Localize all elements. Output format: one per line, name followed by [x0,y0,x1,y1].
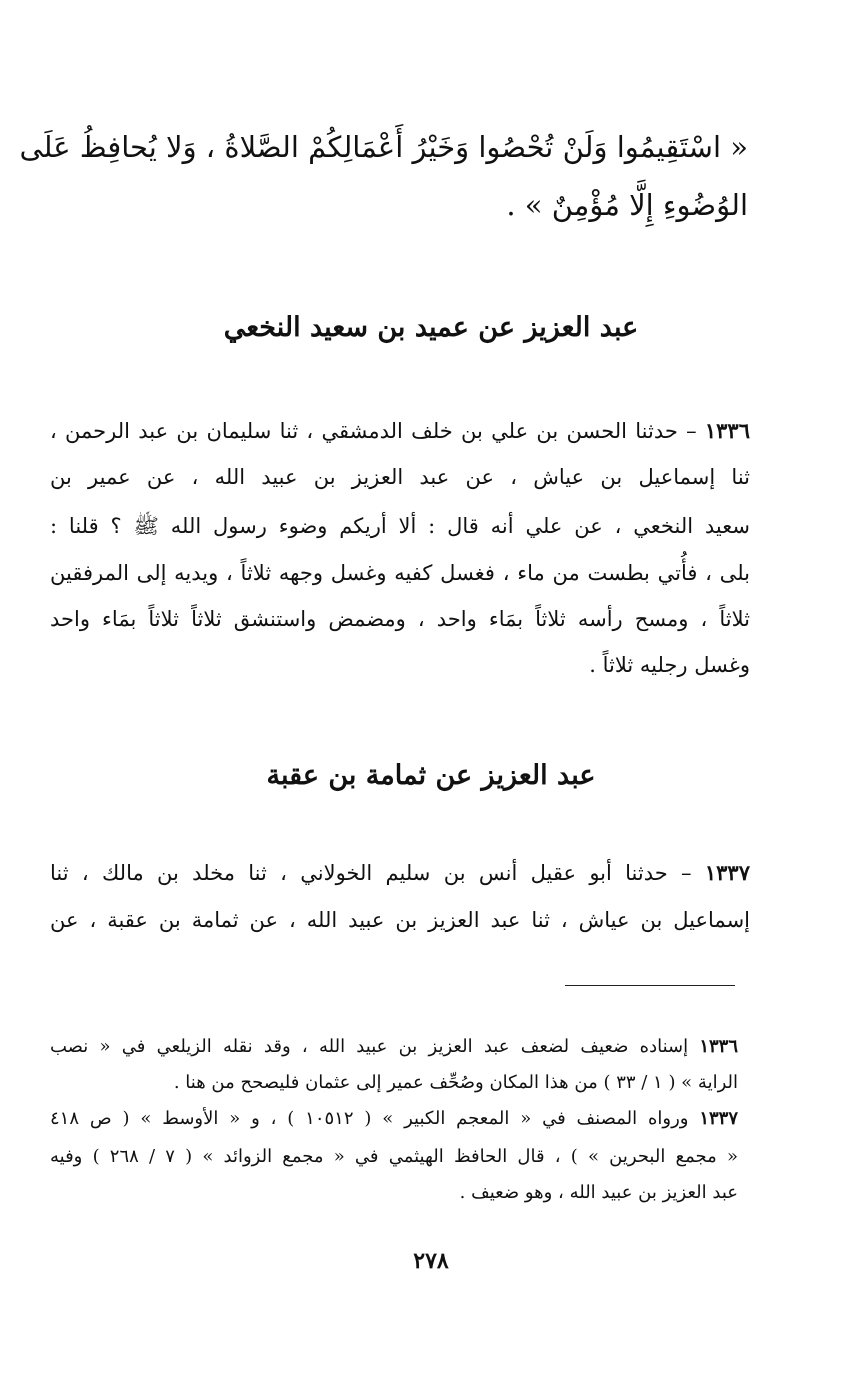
section-heading-2: عبد العزيز عن ثمامة بن عقبة [266,760,596,791]
footnote-separator [565,985,735,986]
section-heading-1: عبد العزيز عن عميد بن سعيد النخعي [223,312,639,343]
hadith-1336-line-2: ثنا إسماعيل بن عياش ، عن عبد العزيز بن عبيد الله ، عن عمير بن [50,465,750,489]
footnote-1337-line-1 [50,1108,738,1129]
quote-line-2: الوُضُوءِ إِلَّا مُؤْمِنٌ » . [506,188,748,222]
footnote-text: ورواه المصنف في « المعجم الكبير » ( ١٠٥١٢ ) ، و « الأوسط » ( ص ٤١٨ [50,1108,700,1129]
hadith-1336-line-5: ثلاثاً ، ومسح رأسه ثلاثاً بمَاء واحد ، ومضمض واستنشق ثلاثاً ثلاثاً بمَاء واحد [50,607,750,631]
hadith-number: ١٣٣٧ [704,860,750,885]
footnote-1337-line-3: عبد العزيز بن عبيد الله ، وهو ضعيف . [459,1182,738,1203]
footnote-number: ١٣٣٦ [699,1036,738,1057]
hadith-1337-line-1 [50,860,750,885]
footnote-1336-line-2: الراية » ( ١ / ٣٣ ) من هذا المكان وصُحِّف عمير إلى عثمان فليصحح من هنا . [173,1072,738,1093]
footnote-1337-line-2: « مجمع البحرين » ) ، قال الحافظ الهيثمي في « مجمع الزوائد » ( ٧ / ٢٦٨ ) وفيه [50,1146,738,1167]
quote-line-1: « اسْتَقِيمُوا وَلَنْ تُحْصُوا وَخَيْرُ أَعْمَالِكُمْ الصَّلاةُ ، وَلا يُحافِظُ عَلَى [19,130,748,164]
hadith-text: – حدثنا الحسن بن علي بن خلف الدمشقي ، ثنا سليمان بن عبد الرحمن ، [50,419,705,443]
footnote-text: إسناده ضعيف لضعف عبد العزيز بن عبيد الله ، وقد نقله الزيلعي في « نصب [50,1036,700,1057]
footnote-1336-line-1 [50,1036,738,1057]
hadith-1336-line-6: وغسل رجليه ثلاثاً . [589,653,750,677]
page-number: ٢٧٨ [413,1248,449,1274]
hadith-1337-line-2: إسماعيل بن عياش ، ثنا عبد العزيز بن عبيد الله ، عن ثمامة بن عقبة ، عن [50,908,750,932]
hadith-text: – حدثنا أبو عقيل أنس بن سليم الخولاني ، ثنا مخلد بن مالك ، ثنا [50,861,705,885]
hadith-number: ١٣٣٦ [704,418,750,443]
footnote-number: ١٣٣٧ [699,1108,738,1129]
hadith-1336-line-4: بلى ، فأُتي بطست من ماء ، فغسل كفيه وغسل وجهه ثلاثاً ، ويديه إلى المرفقين [50,561,750,585]
hadith-1336-line-3: سعيد النخعي ، عن علي أنه قال : ألا أريكم وضوء رسول الله ﷺ ؟ قلنا : [50,514,750,538]
hadith-1336-line-1 [50,418,750,443]
